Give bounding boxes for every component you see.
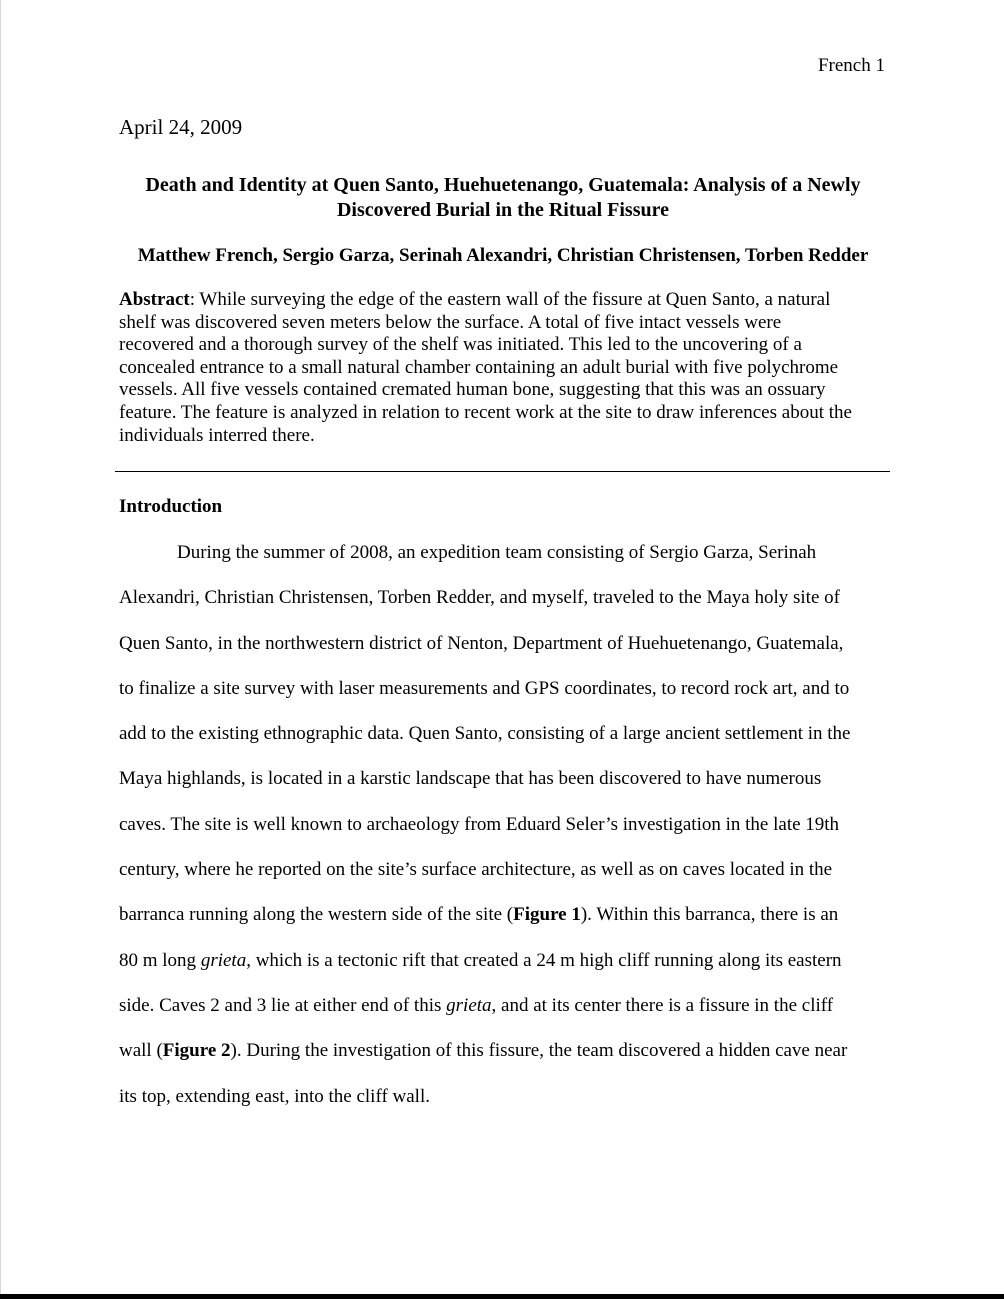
author-list: Matthew French, Sergio Garza, Serinah Alexandri, Christian Christensen, Torben Redder: [137, 245, 869, 266]
body-line-8: century, where he reported on the site’s surface architecture, as well as on caves located in the: [119, 859, 833, 881]
abstract-line-1: : While surveying the edge of the eastern wall of the fissure at Quen Santo, a natural: [189, 289, 831, 310]
body-line-9: [119, 902, 889, 947]
body-line-10-text-b: , which is a tectonic rift that created a 24 m high cliff running along its eastern: [246, 949, 842, 971]
figure-1-reference: Figure 1: [513, 904, 581, 926]
body-line-11-text-a: side. Caves 2 and 3 lie at either end of this: [119, 994, 447, 1016]
introduction-heading: Introduction: [119, 496, 223, 517]
body-line-10-text-a: 80 m long: [119, 949, 201, 971]
body-line-3: Quen Santo, in the northwestern district of Nenton, Department of Huehuetenango, Guatemala,: [119, 632, 844, 654]
grieta-term: grieta: [446, 994, 492, 1016]
body-line-13: its top, extending east, into the cliff wall.: [119, 1085, 430, 1107]
body-line-2: Alexandri, Christian Christensen, Torben Redder, and myself, traveled to the Maya holy site of: [119, 587, 840, 609]
abstract-line-2: shelf was discovered seven meters below the surface. A total of five intact vessels were: [119, 311, 782, 333]
running-header: French 1: [817, 55, 885, 76]
body-line-10: [119, 948, 889, 993]
abstract: [119, 289, 894, 447]
abstract-line-4: concealed entrance to a small natural chamber containing an adult burial with five polychrome: [119, 356, 839, 378]
document-date: April 24, 2009: [119, 115, 243, 139]
abstract-label: Abstract: [119, 289, 190, 310]
body-line-12: [119, 1038, 889, 1083]
body-line-4: to finalize a site survey with laser measurements and GPS coordinates, to record rock art, and to: [119, 677, 850, 699]
abstract-line-6: feature. The feature is analyzed in relation to recent work at the site to draw inferences about the: [119, 401, 852, 423]
figure-2-reference: Figure 2: [162, 1040, 231, 1062]
page-bottom-edge: [0, 1294, 1004, 1299]
section-divider: [115, 471, 890, 472]
body-line-6: Maya highlands, is located in a karstic landscape that has been discovered to have numerous: [119, 768, 822, 790]
grieta-term: grieta: [200, 949, 247, 971]
body-line-11-text-b: , and at its center there is a fissure in the cliff: [491, 994, 834, 1016]
paper-title-line-2: Discovered Burial in the Ritual Fissure: [336, 199, 670, 221]
body-line-5: add to the existing ethnographic data. Quen Santo, consisting of a large ancient settlement in the: [119, 723, 851, 745]
paper-title: [111, 173, 895, 223]
body-line-12-text-b: ). During the investigation of this fissure, the team discovered a hidden cave near: [230, 1040, 848, 1062]
body-line-9-text-b: ). Within this barranca, there is an: [580, 904, 839, 926]
body-line-12-text-a: wall (: [119, 1040, 163, 1062]
introduction-body: [119, 540, 889, 1129]
body-line-7: caves. The site is well known to archaeology from Eduard Seler’s investigation in the late 19th: [119, 813, 840, 835]
abstract-line-3: recovered and a thorough survey of the shelf was initiated. This led to the uncovering of a: [119, 334, 802, 356]
body-line-11: [119, 993, 889, 1038]
body-line-9-text-a: barranca running along the western side of the site (: [119, 904, 514, 926]
body-line-1: During the summer of 2008, an expedition team consisting of Sergio Garza, Serinah: [177, 542, 817, 563]
paper-title-line-1: Death and Identity at Quen Santo, Huehuetenango, Guatemala: Analysis of a Newly: [145, 174, 861, 196]
abstract-line-5: vessels. All five vessels contained cremated human bone, suggesting that this was an ossuary: [119, 379, 826, 401]
abstract-line-7: individuals interred there.: [119, 424, 315, 446]
